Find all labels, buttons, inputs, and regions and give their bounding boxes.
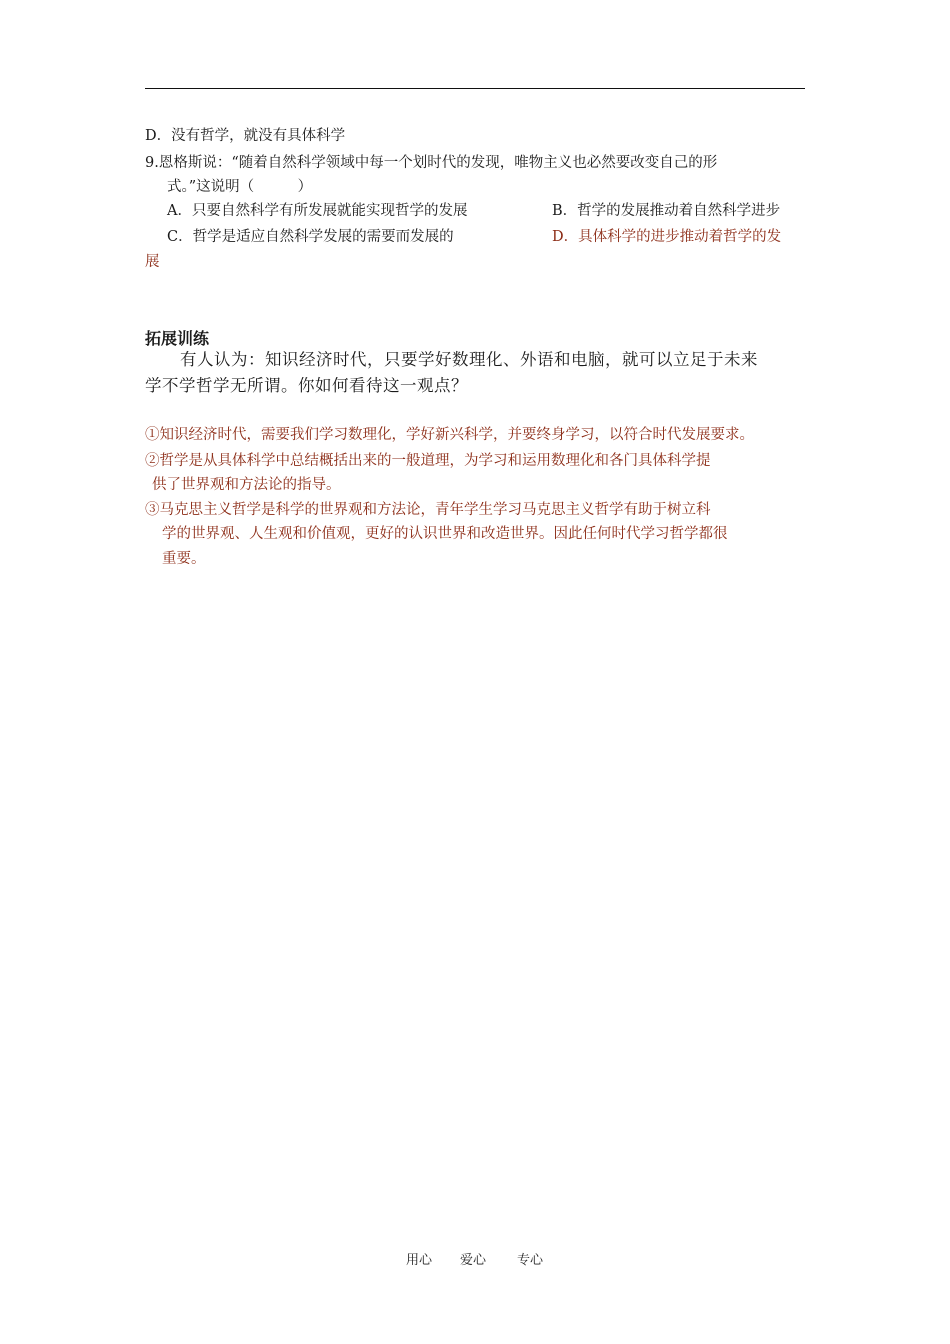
answer-3-line2: 学的世界观、人生观和价值观，更好的认识世界和改造世界。因此任何时代学习哲学都很 [162,526,728,542]
q9-option-c: C．哲学是适应自然科学发展的需要而发展的 [167,229,454,245]
extension-prompt-line1: 有人认为：知识经济时代，只要学好数理化、外语和电脑，就可以立足于未来 [180,350,758,369]
answer-3-line1: ③马克思主义哲学是科学的世界观和方法论，青年学生学习马克思主义哲学有助于树立科 [145,502,711,518]
footer-word-2: 爱心 [460,1253,487,1268]
q8-option-d: D．没有哲学，就没有具体科学 [145,128,346,144]
answer-2-line1: ②哲学是从具体科学中总结概括出来的一般道理，为学习和运用数理化和各门具体科学提 [145,453,711,469]
header-rule [145,88,805,89]
extension-heading: 拓展训练 [145,329,210,348]
answer-2-line2: 供了世界观和方法论的指导。 [152,477,341,493]
q9-option-d-wrap: 展 [145,254,160,270]
footer-word-1: 用心 [406,1253,433,1268]
q9-stem-line2: 式。”这说明（ ） [167,179,313,195]
answer-3-line3: 重要。 [162,551,206,567]
answer-1: ①知识经济时代，需要我们学习数理化，学好新兴科学，并要终身学习，以符合时代发展要求。 [145,427,754,443]
q9-stem-line1: 9.恩格斯说：“随着自然科学领域中每一个划时代的发现，唯物主义也必然要改变自己的形 [145,155,718,171]
extension-prompt-line2: 学不学哲学无所谓。你如何看待这一观点？ [145,376,468,395]
q9-option-b: B．哲学的发展推动着自然科学进步 [552,203,781,219]
footer-word-3: 专心 [517,1253,544,1268]
q9-option-d: D．具体科学的进步推动着哲学的发 [552,229,782,245]
q9-option-a: A．只要自然科学有所发展就能实现哲学的发展 [167,203,468,219]
